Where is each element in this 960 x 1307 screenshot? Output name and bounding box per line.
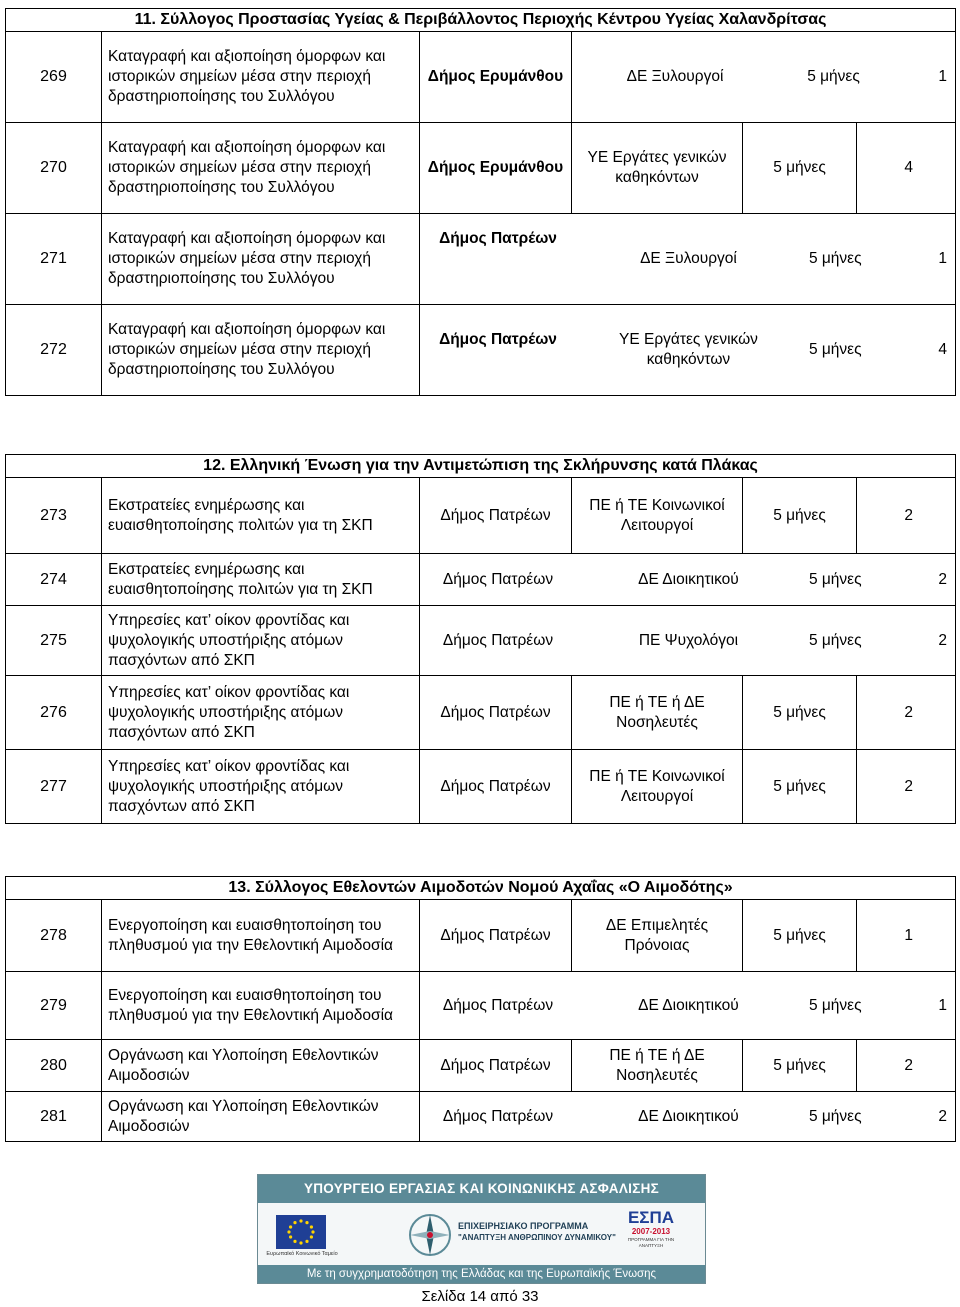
merged-cell	[420, 554, 956, 606]
count-cell: 1	[938, 250, 948, 267]
location-cell: Δήμος Ερυμάνθου	[420, 123, 572, 214]
action-cell: Ενεργοποίηση και ευαισθητοποίηση του πληθυσμού για την Εθελοντική Αιμοδοσία	[102, 972, 420, 1040]
row-number: 275	[6, 606, 102, 676]
action-cell: Υπηρεσίες κατ’ οίκον φροντίδας και ψυχολογικής υποστήριξης ατόμων πασχόντων από ΣΚΠ	[102, 676, 420, 750]
count-cell: 2	[857, 750, 956, 824]
table-row	[6, 676, 956, 750]
location-cell: Δήμος Πατρέων	[439, 331, 557, 348]
location-cell: Δήμος Πατρέων	[420, 676, 572, 750]
count-cell: 2	[938, 631, 948, 649]
espa-logo	[620, 1209, 682, 1259]
specialty-cell: ΔΕ Ξυλουργοί	[626, 68, 724, 85]
specialty-cell: ΔΕ Διοικητικού	[638, 996, 739, 1014]
espa-subtitle: ΠΡΟΓΡΑΜΜΑ ΓΙΑ ΤΗΝ ΑΝΑΠΤΥΞΗ	[627, 1237, 675, 1248]
action-cell: Καταγραφή και αξιοποίηση όμορφων και ιστορικών σημείων μέσα στην περιοχή δραστηριοποίησης του Συλλόγου	[102, 123, 420, 214]
count-cell: 4	[938, 341, 948, 358]
action-cell: Καταγραφή και αξιοποίηση όμορφων και ιστορικών σημείων μέσα στην περιοχή δραστηριοποίησης του Συλλόγου	[102, 32, 420, 123]
duration-cell: 5 μήνες	[743, 478, 857, 554]
location-cell: Δήμος Πατρέων	[420, 478, 572, 554]
action-cell: Οργάνωση και Υλοποίηση Εθελοντικών Αιμοδοσιών	[102, 1040, 420, 1092]
funding-banner	[257, 1174, 706, 1284]
section-11	[5, 8, 955, 396]
action-cell: Ενεργοποίηση και ευαισθητοποίηση του πληθυσμού για την Εθελοντική Αιμοδοσία	[102, 900, 420, 972]
duration-cell: 5 μήνες	[743, 1040, 857, 1092]
count-cell: 2	[857, 478, 956, 554]
section-12-table	[5, 454, 956, 824]
location-cell: Δήμος Πατρέων	[442, 570, 554, 588]
row-number: 269	[6, 32, 102, 123]
count-cell: 1	[938, 996, 948, 1014]
table-row	[6, 900, 956, 972]
location-cell: Δήμος Πατρέων	[442, 631, 554, 649]
location-cell: Δήμος Ερυμάνθου	[420, 32, 572, 123]
specialty-cell: ΔΕ Διοικητικού	[638, 1107, 739, 1125]
section-12	[5, 454, 955, 824]
count-cell: 2	[857, 1040, 956, 1092]
count-cell: 2	[938, 1107, 948, 1125]
duration-cell: 5 μήνες	[743, 123, 857, 214]
count-cell: 4	[857, 123, 956, 214]
section-13-title: 13. Σύλλογος Εθελοντών Αιμοδοτών Νομού Αχαΐας «Ο Αιμοδότης»	[6, 877, 956, 900]
section-11-table	[5, 8, 956, 396]
programme-line2: "ΑΝΑΠΤΥΞΗ ΑΝΘΡΩΠΙΝΟΥ ΔΥΝΑΜΙΚΟΥ"	[458, 1233, 616, 1242]
location-cell: Δήμος Πατρέων	[420, 750, 572, 824]
eu-flag-icon	[276, 1215, 326, 1249]
action-cell: Εκστρατείες ενημέρωσης και ευαισθητοποίησης πολιτών για τη ΣΚΠ	[102, 554, 420, 606]
merged-cell	[420, 606, 956, 676]
count-cell: 1	[938, 68, 948, 85]
row-number: 273	[6, 478, 102, 554]
section-12-title: 12. Ελληνική Ένωση για την Αντιμετώπιση της Σκλήρυνσης κατά Πλάκας	[6, 455, 956, 478]
merged-cell	[420, 305, 956, 396]
duration-cell: 5 μήνες	[808, 996, 862, 1014]
row-number: 276	[6, 676, 102, 750]
specialty-cell: ΔΕ Επιμελητές Πρόνοιας	[572, 900, 743, 972]
location-cell: Δήμος Πατρέων	[442, 996, 554, 1014]
section-13	[5, 876, 955, 1142]
row-number: 281	[6, 1092, 102, 1142]
eu-fund-label: Ευρωπαϊκό Κοινωνικό Ταμείο	[266, 1251, 338, 1257]
row-number: 272	[6, 305, 102, 396]
location-cell: Δήμος Πατρέων	[420, 900, 572, 972]
duration-cell: 5 μήνες	[808, 250, 862, 267]
count-cell: 2	[857, 676, 956, 750]
section-13-table	[5, 876, 956, 1142]
duration-cell: 5 μήνες	[808, 1107, 862, 1125]
row-number: 278	[6, 900, 102, 972]
programme-line1: ΕΠΙΧΕΙΡΗΣΙΑΚΟ ΠΡΟΓΡΑΜΜΑ	[458, 1221, 589, 1231]
duration-cell: 5 μήνες	[743, 900, 857, 972]
row-number: 270	[6, 123, 102, 214]
duration-cell: 5 μήνες	[808, 341, 862, 358]
action-cell: Υπηρεσίες κατ’ οίκον φροντίδας και ψυχολογικής υποστήριξης ατόμων πασχόντων από ΣΚΠ	[102, 606, 420, 676]
merged-cell	[420, 972, 956, 1040]
specialty-cell: ΠΕ ή ΤΕ Κοινωνικοί Λειτουργοί	[572, 750, 743, 824]
co-funding-slogan: Με τη συγχρηματοδότηση της Ελλάδας και της Ευρωπαϊκής Ένωσης	[258, 1265, 705, 1283]
table-row	[6, 1092, 956, 1142]
ministry-title: ΥΠΟΥΡΓΕΙΟ ΕΡΓΑΣΙΑΣ ΚΑΙ ΚΟΙΝΩΝΙΚΗΣ ΑΣΦΑΛΙΣΗΣ	[258, 1175, 705, 1203]
merged-cell	[420, 1092, 956, 1142]
table-row	[6, 214, 956, 305]
action-cell: Υπηρεσίες κατ’ οίκον φροντίδας και ψυχολογικής υποστήριξης ατόμων πασχόντων από ΣΚΠ	[102, 750, 420, 824]
location-cell: Δήμος Πατρέων	[439, 230, 557, 247]
compass-logo-icon	[406, 1211, 454, 1259]
table-row	[6, 305, 956, 396]
table-row	[6, 972, 956, 1040]
location-cell: Δήμος Πατρέων	[442, 1107, 554, 1125]
count-cell: 2	[938, 570, 948, 588]
duration-cell: 5 μήνες	[807, 68, 860, 85]
table-row	[6, 1040, 956, 1092]
merged-cell	[572, 32, 956, 123]
specialty-cell: ΠΕ Ψυχολόγοι	[638, 631, 739, 649]
table-row	[6, 606, 956, 676]
specialty-cell: ΔΕ Ξυλουργοί	[640, 250, 737, 267]
table-row	[6, 478, 956, 554]
row-number: 279	[6, 972, 102, 1040]
action-cell: Καταγραφή και αξιοποίηση όμορφων και ιστορικών σημείων μέσα στην περιοχή δραστηριοποίησης του Συλλόγου	[102, 305, 420, 396]
espa-years: 2007-2013	[631, 1227, 671, 1236]
duration-cell: 5 μήνες	[808, 631, 862, 649]
duration-cell: 5 μήνες	[743, 676, 857, 750]
specialty-cell: ΔΕ Διοικητικού	[638, 570, 739, 588]
specialty-cell: ΠΕ ή ΤΕ Κοινωνικοί Λειτουργοί	[572, 478, 743, 554]
count-cell: 1	[857, 900, 956, 972]
duration-cell: 5 μήνες	[808, 570, 862, 588]
action-cell: Καταγραφή και αξιοποίηση όμορφων και ιστορικών σημείων μέσα στην περιοχή δραστηριοποίησης του Συλλόγου	[102, 214, 420, 305]
merged-cell	[420, 214, 956, 305]
row-number: 280	[6, 1040, 102, 1092]
specialty-cell: ΥΕ Εργάτες γενικών καθηκόντων	[619, 331, 758, 368]
table-row	[6, 32, 956, 123]
page-number: Σελίδα 14 από 33	[421, 1288, 539, 1305]
row-number: 271	[6, 214, 102, 305]
duration-cell: 5 μήνες	[743, 750, 857, 824]
action-cell: Οργάνωση και Υλοποίηση Εθελοντικών Αιμοδοσιών	[102, 1092, 420, 1142]
section-11-title: 11. Σύλλογος Προστασίας Υγείας & Περιβάλλοντος Περιοχής Κέντρου Υγείας Χαλανδρίτσας	[6, 9, 956, 32]
row-number: 274	[6, 554, 102, 606]
table-row	[6, 554, 956, 606]
row-number: 277	[6, 750, 102, 824]
action-cell: Εκστρατείες ενημέρωσης και ευαισθητοποίησης πολιτών για τη ΣΚΠ	[102, 478, 420, 554]
table-row	[6, 750, 956, 824]
location-cell: Δήμος Πατρέων	[420, 1040, 572, 1092]
espa-label: ΕΣΠΑ	[627, 1208, 675, 1227]
specialty-cell: ΥΕ Εργάτες γενικών καθηκόντων	[572, 123, 743, 214]
specialty-cell: ΠΕ ή ΤΕ ή ΔΕ Νοσηλευτές	[572, 1040, 743, 1092]
table-row	[6, 123, 956, 214]
specialty-cell: ΠΕ ή ΤΕ ή ΔΕ Νοσηλευτές	[572, 676, 743, 750]
